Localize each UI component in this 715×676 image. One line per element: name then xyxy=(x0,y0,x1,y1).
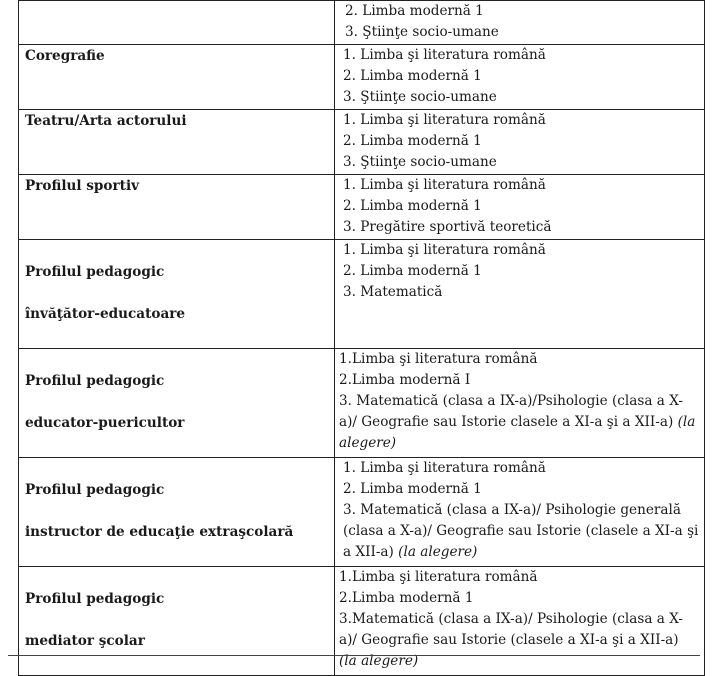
profile-name xyxy=(19,19,334,22)
profile-name xyxy=(19,458,334,566)
subject-list xyxy=(335,175,704,239)
list-item: 1. Limba şi literatura română xyxy=(343,177,546,193)
list-item: 3. Matematică xyxy=(343,284,443,300)
table-row xyxy=(19,458,705,567)
profile-name-line2: instructor de educaţie extraşcolară xyxy=(25,524,294,540)
subject-text: 3.Matematică (clasa a IX-a)/ Psihologie (clasa a X-a)/ Geografie sau Istorie (clasele a XI-a şi a XII-a) xyxy=(339,611,683,648)
profile-cell xyxy=(19,349,335,458)
subjects-cell xyxy=(335,45,705,110)
profile-name xyxy=(19,349,334,457)
profile-name-line1: Profilul pedagogic xyxy=(25,591,165,607)
list-item: 1. Limba şi literatura română xyxy=(343,112,546,128)
list-item: 1.Limba şi literatura română xyxy=(339,351,538,367)
profile-name xyxy=(19,567,334,675)
profile-cell xyxy=(19,110,335,175)
exam-subjects-table xyxy=(18,0,705,676)
subjects-cell xyxy=(335,175,705,240)
list-item: 2.Limba modernă 1 xyxy=(339,590,474,606)
list-item: 2. Limba modernă 1 xyxy=(345,3,484,19)
profile-cell xyxy=(19,175,335,240)
list-item: 1. Limba şi literatura română xyxy=(343,242,546,258)
subjects-cell xyxy=(335,110,705,175)
list-item: 3. Ştiinţe socio-umane xyxy=(345,24,499,40)
subject-list xyxy=(335,349,704,455)
profile-cell xyxy=(19,1,335,45)
profile-name-line1: Profilul pedagogic xyxy=(25,482,165,498)
list-item: 3. Ştiinţe socio-umane xyxy=(343,89,497,105)
subject-list xyxy=(335,567,704,673)
profile-name: Profilul sportiv xyxy=(25,178,140,194)
table-row xyxy=(19,1,705,45)
profile-cell xyxy=(19,45,335,110)
footer-rule xyxy=(8,655,700,656)
list-item: 1. Limba şi literatura română xyxy=(343,47,546,63)
list-item xyxy=(339,391,700,454)
table-row xyxy=(19,349,705,458)
profile-name-line2: educator-puericultor xyxy=(25,415,185,431)
subject-text: 3. Matematică (clasa a IX-a)/Psihologie (clasa a X-a)/ Geografie sau Istorie clasele a XI-a şi a XII-a) xyxy=(339,393,683,430)
list-item: 2. Limba modernă 1 xyxy=(343,133,482,149)
subject-list xyxy=(335,458,704,564)
list-item xyxy=(343,500,700,563)
profile-name xyxy=(19,240,334,348)
subject-list xyxy=(335,45,704,109)
subject-list xyxy=(335,240,704,304)
subject-note: (la alegere) xyxy=(339,414,696,451)
profile-cell xyxy=(19,567,335,676)
subject-text: 3. Matematică (clasa a IX-a)/ Psihologie generală (clasa a X-a)/ Geografie sau Istorie (clasele a XI-a şi a XII-a) xyxy=(343,502,699,560)
profile-cell xyxy=(19,458,335,567)
subjects-cell xyxy=(335,458,705,567)
table-row xyxy=(19,175,705,240)
profile-name: Teatru/Arta actorului xyxy=(25,113,187,129)
list-item: 1.Limba şi literatura română xyxy=(339,569,538,585)
list-item: 2. Limba modernă 1 xyxy=(343,68,482,84)
list-item: 2. Limba modernă 1 xyxy=(343,198,482,214)
subjects-cell xyxy=(335,1,705,45)
list-item: 2. Limba modernă 1 xyxy=(343,481,482,497)
subjects-cell xyxy=(335,567,705,676)
table-row xyxy=(19,567,705,676)
list-item: 2. Limba modernă 1 xyxy=(343,263,482,279)
table-row xyxy=(19,240,705,349)
profile-name-line2: mediator şcolar xyxy=(25,633,145,649)
list-item: 3. Pregătire sportivă teoretică xyxy=(343,219,552,235)
profile-name-line1: Profilul pedagogic xyxy=(25,373,165,389)
subject-list xyxy=(335,1,704,44)
profile-name-line1: Profilul pedagogic xyxy=(25,264,165,280)
list-item: 2.Limba modernă I xyxy=(339,372,471,388)
subject-note: (la alegere) xyxy=(398,544,478,560)
table-row xyxy=(19,45,705,110)
profile-cell xyxy=(19,240,335,349)
subject-note: (la alegere) xyxy=(339,653,419,669)
subjects-cell xyxy=(335,240,705,349)
table-row xyxy=(19,110,705,175)
list-item: 3. Ştiinţe socio-umane xyxy=(343,154,497,170)
profile-name-line2: învăţător-educatoare xyxy=(25,306,186,322)
list-item: 1. Limba şi literatura română xyxy=(343,460,546,476)
subject-list xyxy=(335,110,704,174)
profile-name: Coregrafie xyxy=(25,48,105,64)
list-item xyxy=(339,609,700,672)
subjects-cell xyxy=(335,349,705,458)
